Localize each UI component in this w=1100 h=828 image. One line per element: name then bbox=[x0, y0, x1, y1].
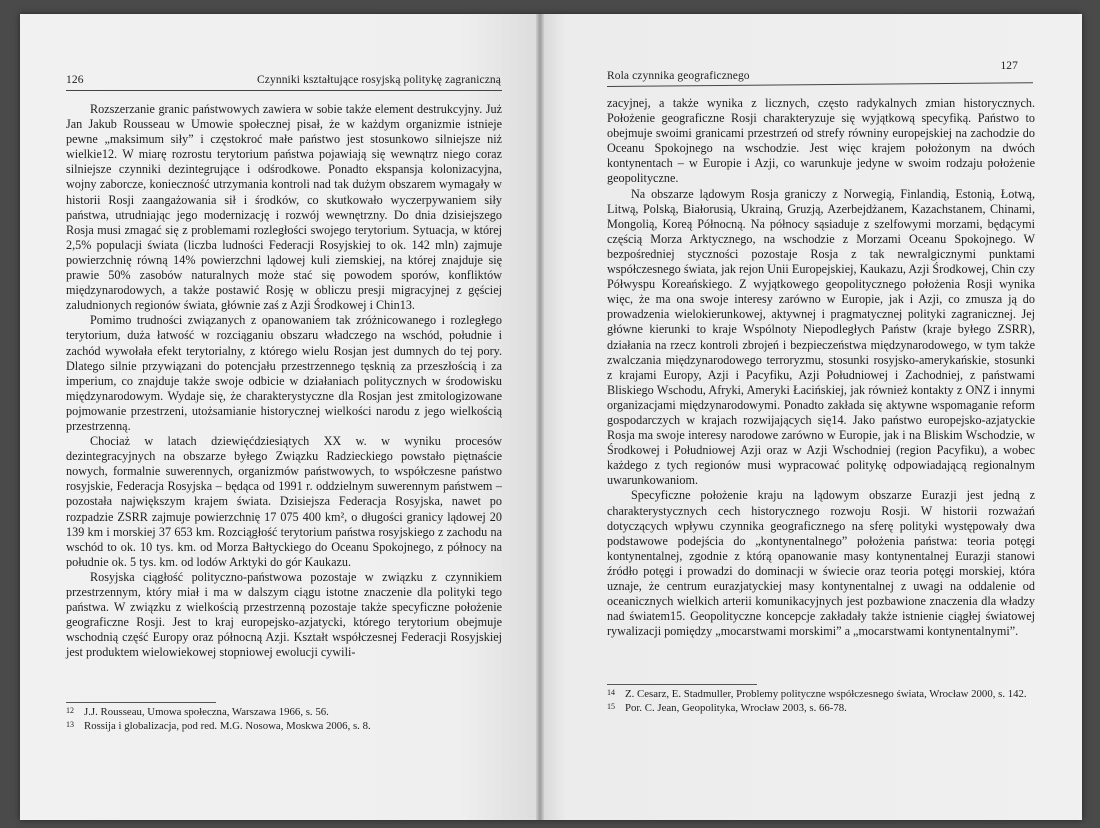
running-head: Czynniki kształtujące rosyjską politykę zagraniczną bbox=[257, 74, 501, 86]
left-page bbox=[20, 14, 539, 820]
footnote-number: 14 bbox=[607, 688, 615, 697]
footnote bbox=[66, 706, 502, 720]
header-rule bbox=[66, 90, 502, 91]
footnote-rule bbox=[607, 684, 757, 685]
footnotes bbox=[66, 706, 502, 733]
book-spread bbox=[20, 14, 1082, 820]
page-number: 127 bbox=[1000, 60, 1018, 72]
footnote-text: Z. Cesarz, E. Stadmuller, Problemy polityczne współczesnego świata, Wrocław 2000, s. 142. bbox=[625, 688, 1027, 700]
book-gutter bbox=[536, 14, 544, 820]
body-text bbox=[607, 96, 1035, 639]
footnote-number: 15 bbox=[607, 701, 615, 711]
body-text bbox=[66, 102, 502, 660]
paragraph: zacyjnej, a także wynika z licznych, często radykalnych zmian historycznych. Położenie geograficzne Rosji charakteryzuje się wyjątkową specyfiką. Państwo to obejmuje swoimi granicami przestrzeń od strefy równiny europejskiej na zachodzie do Oceanu Spokojnego na wschodzie. Jest więc krajem położonym na dwóch kontynentach – w Europie i Azji, co warunkuje jedyne w swoim rodzaju położenie geopolityczne. bbox=[607, 96, 1035, 186]
paragraph: Rozszerzanie granic państwowych zawiera w sobie także element destrukcyjny. Już Jan Jakub Rousseau w Umowie społecznej pisał, że w każdym organizmie istnieje pewne „maksimum siły” i częstokroć małe państwo jest stosunkowo silniejsze niż wielkie12. W miarę rozrostu terytorium państwa pojawiają się wewnątrz niego coraz silniejsze czynniki dezintegrujące i odśrodkowe. Ponadto ekspansja kolonizacyjna, wojny zaborcze, konieczność utrzymania kontroli nad tak dużym obszarem wymagały w historii Rosji zaangażowania sił i środków, co skutkowało wyczerpywaniem siły państwa, utrudniając jego modernizację i rozwój wewnętrzny. Do dnia dzisiejszego Rosja musi zmagać się z problemami rozległości swojego terytorium. Sytuacja, w której 2,5% populacji świata (liczba ludności Federacji Rosyjskiej to ok. 142 mln) zajmuje powierzchnię równą 14% powierzchni lądowej kuli ziemskiej, na której znajduje się prawie 50% zasobów naturalnych może stać się powodem sporów, konfliktów międzynarodowych, a także postawić Rosję w obliczu presji migracyjnej z gęściej zaludnionych regionów świata, głównie zaś z Azji Środkowej i Chin13. bbox=[66, 102, 502, 313]
footnote-text: J.J. Rousseau, Umowa społeczna, Warszawa 1966, s. 56. bbox=[84, 706, 329, 718]
footnote-number: 13 bbox=[66, 719, 74, 729]
right-page bbox=[539, 14, 1082, 820]
paragraph: Na obszarze lądowym Rosja graniczy z Norwegią, Finlandią, Estonią, Łotwą, Litwą, Polską, Białorusią, Ukrainą, Gruzją, Azerbejdżanem, Kazachstanem, Chinami, Mongolią, Koreą Północną. Na północy sąsiaduje z szelfowymi morzami, będącymi częścią Morza Arktycznego, na wschodzie z Morzami Oceanu Spokojnego. W bezpośredniej styczności pozostaje Rosja z tak newralgicznymi punktami współczesnego świata, jak rejon Unii Europejskiej, Kaukazu, Azji Środkowej, Chin czy Półwyspu Koreańskiego. Z wyjątkowego geopolitycznego położenia Rosji wynika więc, że ma ona swoje interesy zarówno w Europie, jak i Azji, co zmusza ją do prowadzenia wielokierunkowej, aktywnej i pragmatycznej polityki zagranicznej. Jej główne kierunki to kraje Wspólnoty Niepodległych Państw (kraje byłego ZSRR), działania na rzecz kontroli zbrojeń i bezpieczeństwa międzynarodowego, w tym także zwalczania międzynarodowego terroryzmu, stosunki rosyjsko-amerykańskie, stosunki z krajami Europy, Azji i Pacyfiku, Azji Południowej i Zachodniej, z państwami Bliskiego Wschodu, Afryki, Ameryki Łacińskiej, jak również kontakty z ONZ i innymi organizacjami międzynarodowymi. Ponadto zakłada się aktywne wspomaganie reform gospodarczych w krajach rozwijających się14. Jako państwo europejsko-azjatyckie Rosja ma swoje interesy narodowe zarówno w Europie, jak i na Bliskim Wschodzie, w Środkowej i Południowej Azji oraz w Azji Wschodniej (region Pacyfiku), a wobec każdego z tych regionów musi wypracować politykę odpowiadającą regionalnym uwarunkowaniom. bbox=[607, 186, 1035, 488]
paragraph: Rosyjska ciągłość polityczno-państwowa pozostaje w związku z czynnikiem przestrzennym, który miał i ma w dalszym ciągu istotne znaczenie dla polityki tego państwa. W związku z wielkością przestrzenną pozostaje także specyficzne położenie geograficzne Rosji. Jest to kraj europejsko-azjatycki, którego terytorium obejmuje wschodnią część Europy oraz północną Azji. Kształt współczesnej Federacji Rosyjskiej jest produktem wielowiekowej stopniowej ewolucji cywili- bbox=[66, 569, 502, 660]
paragraph: Specyficzne położenie kraju na lądowym obszarze Eurazji jest jedną z charakterystycznych cech historycznego rozwoju Rosji. W historii rozważań dotyczących wpływu czynnika geograficznego na sferę polityki występowały dwa podstawowe podejścia do „kontynentalnego” położenia państwa: teoria potęgi kontynentalnej, zgodnie z którą opanowanie masy kontynentalnej Eurazji stanowi źródło potęgi i prowadzi do dominacji w świecie oraz teoria potęgi morskiej, która uznaje, że centrum eurazjatyckiej masy kontynentalnej z uwagi na oddalenie od oceanicznych wielkich arterii komunikacyjnych jest pozbawione znaczenia dla władzy nad światem15. Geopolityczne koncepcje zakładały także istnienie ciągłej światowej rywalizacji pomiędzy „mocarstwami morskimi” a „mocarstwami kontynentalnymi”. bbox=[607, 488, 1035, 639]
footnote-text: Rossija i globalizacja, pod red. M.G. Nosowa, Moskwa 2006, s. 8. bbox=[84, 719, 371, 732]
footnote-rule bbox=[66, 702, 216, 703]
footnote bbox=[607, 688, 1047, 702]
header-rule bbox=[607, 82, 1033, 87]
footnote-text: Por. C. Jean, Geopolityka, Wrocław 2003, s. 66-78. bbox=[625, 701, 847, 714]
footnote-number: 12 bbox=[66, 706, 74, 715]
footnote bbox=[607, 702, 1047, 716]
page-number: 126 bbox=[66, 74, 84, 86]
footnotes bbox=[607, 688, 1047, 715]
footnote bbox=[66, 720, 502, 734]
paragraph: Pomimo trudności związanych z opanowaniem tak zróżnicowanego i rozległego terytorium, duża łatwość w rozciąganiu obszaru władczego na wschód, południe i zachód wywołała efekt terytorialny, z którego wielu Rosjan jest dumnych do tej pory. Dlatego silnie przywiązani do potencjału przestrzennego tęsknią za przeszłością i za imperium, co znajduje także swoje odbicie w działaniach politycznych w środowisku międzynarodowym. Wydaje się, że charakterystyczne dla Rosjan jest zmitologizowane pojmowanie przestrzeni, utożsamianie historycznej wielkości narodu z jego wielkością przestrzenną. bbox=[66, 313, 502, 433]
running-head: Rola czynnika geograficznego bbox=[607, 70, 750, 82]
paragraph: Chociaż w latach dziewięćdziesiątych XX w. w wyniku procesów dezintegracyjnych na obszarze byłego Związku Radzieckiego powstało piętnaście nowych, formalnie suwerennych, organizmów państwowych, to współczesne państwo rosyjskie, Federacja Rosyjska – będąca od 1991 r. oddzielnym suwerennym państwem – pozostała największym krajem świata. Dzisiejsza Federacja Rosyjska, nawet po rozpadzie ZSRR zajmuje powierzchnię 17 075 400 km², o długości granicy lądowej 20 139 km i morskiej 37 653 km. Rozciągłość terytorium państwa rosyjskiego z zachodu na wschód to ok. 10 tys. km. od Morza Bałtyckiego do Oceanu Spokojnego, z północy na południe ok. 5 tys. km. od lodów Arktyki do gór Kaukazu. bbox=[66, 434, 502, 569]
